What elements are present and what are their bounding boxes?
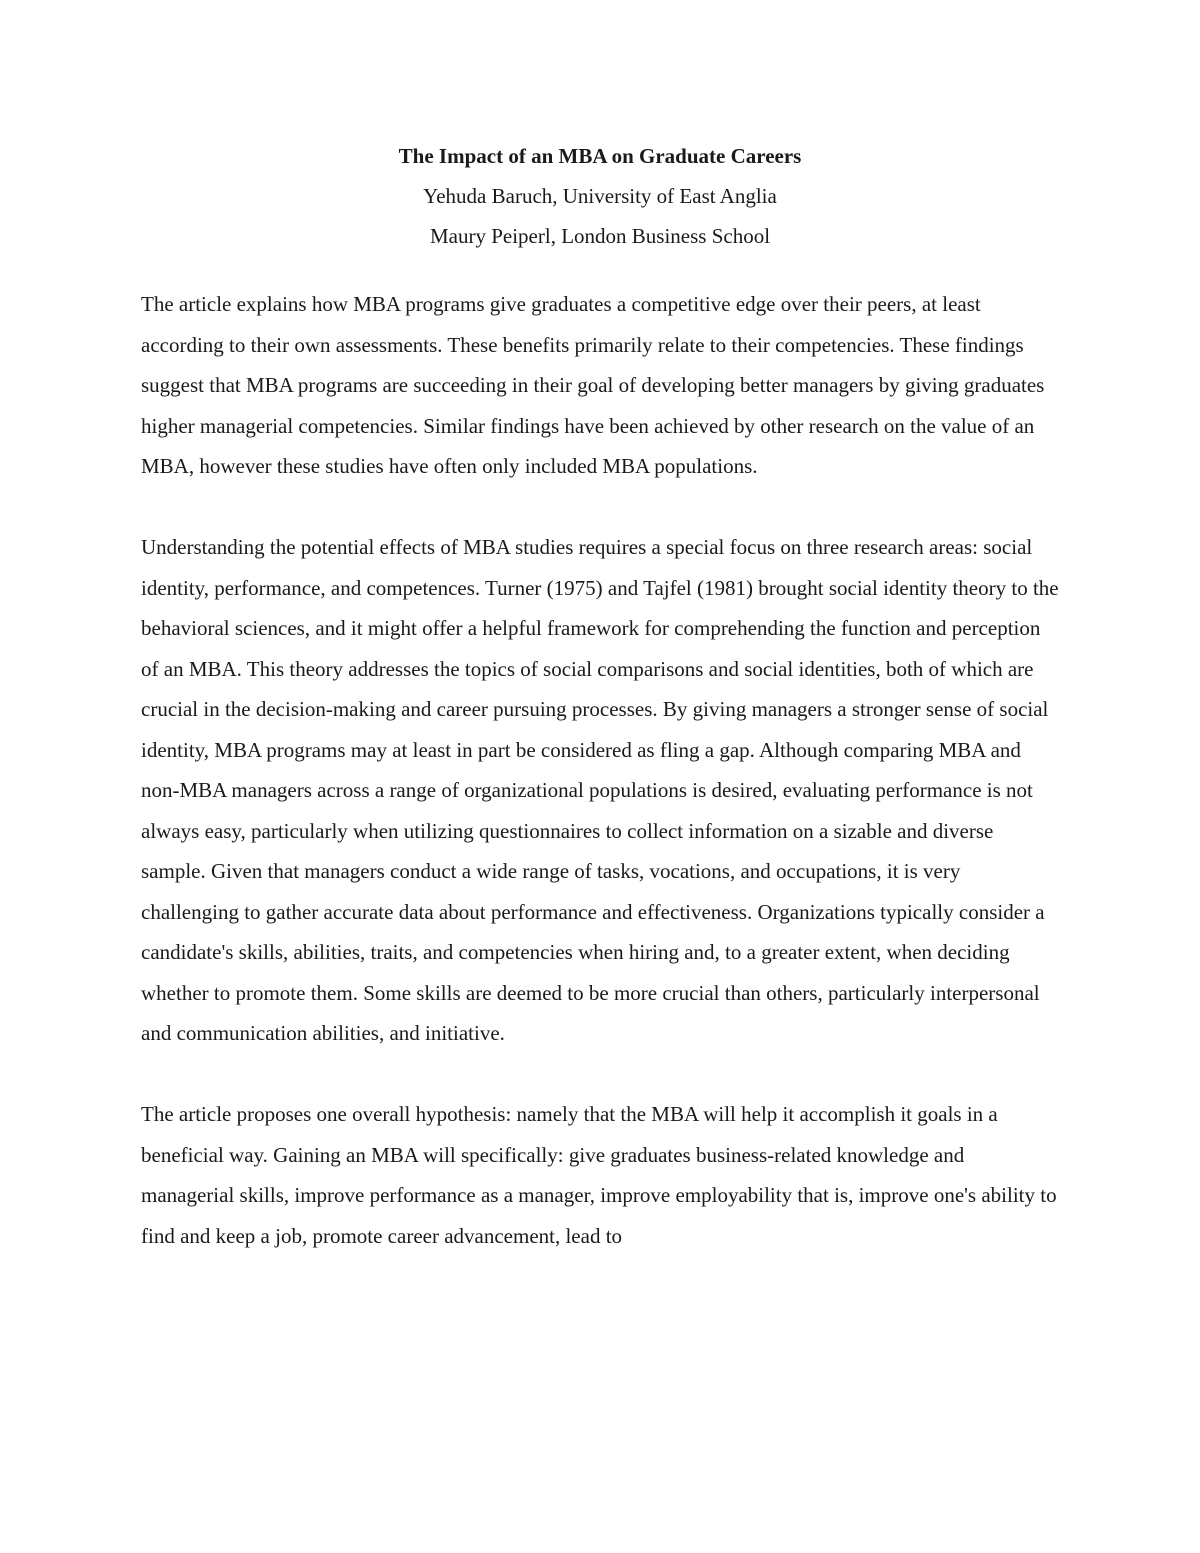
document-body [141, 284, 1061, 1297]
document-header [0, 136, 1200, 256]
author-line-2: Maury Peiperl, London Business School [429, 224, 771, 248]
paragraph-1: The article explains how MBA programs give graduates a competitive edge over their peers, at least according to their own assessments. These benefits primarily relate to their competencies. These findings suggest that MBA programs are succeeding in their goal of developing better managers by giving graduates higher managerial competencies. Similar findings have been achieved by other research on the value of an MBA, however these studies have often only included MBA populations. [141, 292, 1045, 478]
paragraph-3: The article proposes one overall hypothesis: namely that the MBA will help it accomplish it goals in a beneficial way. Gaining an MBA will specifically: give graduates business-related knowledge and managerial skills, improve performance as a manager, improve employability that is, improve one's ability to find and keep a job, promote career advancement, lead to [141, 1102, 1057, 1248]
document-title: The Impact of an MBA on Graduate Careers [398, 144, 802, 168]
author-line-1: Yehuda Baruch, University of East Anglia [423, 184, 777, 208]
paragraph-2: Understanding the potential effects of MBA studies requires a special focus on three research areas: social identity, performance, and competences. Turner (1975) and Tajfel (1981) brought social identity theory to the behavioral sciences, and it might offer a helpful framework for comprehending the function and perception of an MBA. This theory addresses the topics of social comparisons and social identities, both of which are crucial in the decision-making and career pursuing processes. By giving managers a stronger sense of social identity, MBA programs may at least in part be considered as fling a gap. Although comparing MBA and non-MBA managers across a range of organizational populations is desired, evaluating performance is not always easy, particularly when utilizing questionnaires to collect information on a sizable and diverse sample. Given that managers conduct a wide range of tasks, vocations, and occupations, it is very challenging to gather accurate data about performance and effectiveness. Organizations typically consider a candidate's skills, abilities, traits, and competencies when hiring and, to a greater extent, when deciding whether to promote them. Some skills are deemed to be more crucial than others, particularly interpersonal and communication abilities, and initiative. [141, 535, 1059, 1045]
